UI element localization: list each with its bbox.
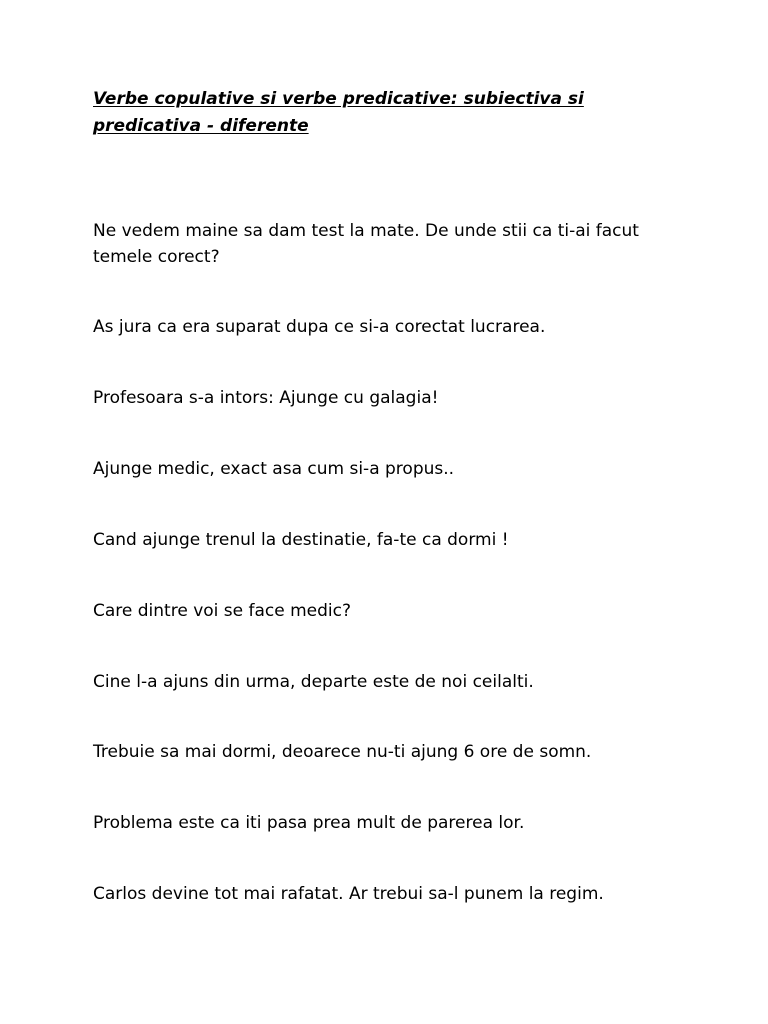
sentence-9: Problema este ca iti pasa prea mult de parerea lor. [93,813,525,833]
sentence-5: Cand ajunge trenul la destinatie, fa-te ca dormi ! [93,530,509,550]
sentence-2: As jura ca era suparat dupa ce si-a corectat lucrarea. [93,317,546,337]
sentence-7: Cine l-a ajuns din urma, departe este de noi ceilalti. [93,672,534,692]
sentence-3: Profesoara s-a intors: Ajunge cu galagia! [93,388,439,408]
sentence-1: Ne vedem maine sa dam test la mate. De unde stii ca ti-ai facut temele corect? [93,221,639,267]
document-title: Verbe copulative si verbe predicative: subiectiva si predicativa - diferente [93,89,584,136]
sentence-4: Ajunge medic, exact asa cum si-a propus.. [93,459,455,479]
sentence-10: Carlos devine tot mai rafatat. Ar trebui sa-l punem la regim. [93,884,604,904]
sentence-6: Care dintre voi se face medic? [93,601,352,621]
sentence-8: Trebuie sa mai dormi, deoarece nu-ti ajung 6 ore de somn. [93,742,592,762]
